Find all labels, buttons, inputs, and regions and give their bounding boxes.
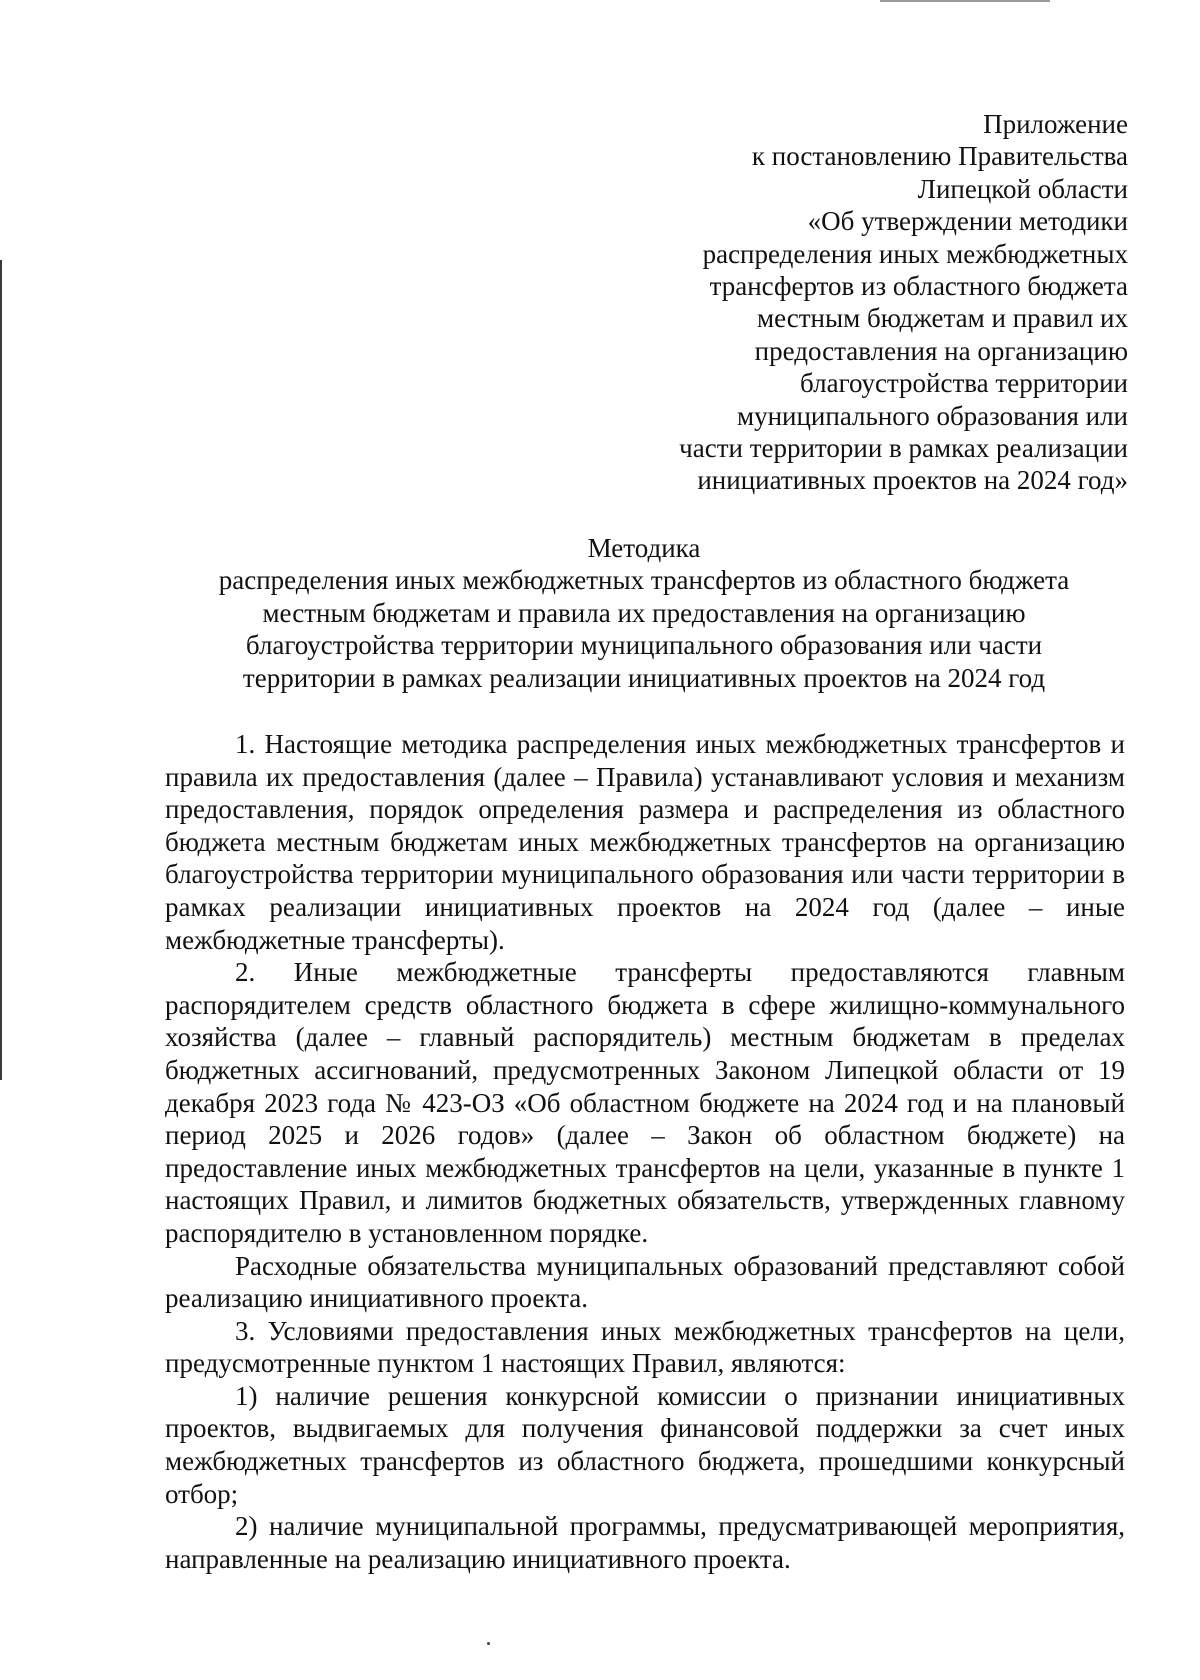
paragraph-1: 1. Настоящие методика распределения иных межбюджетных трансфертов и правила их предоставления (далее – Правила) устанавливают условия и механизм предоставления, порядок определения размера и распределения из областного бюджета местным бюджетам иных межбюджетных трансфертов на организацию благоустройства территории муниципального образования или части территории в рамках реализации инициативных проектов на 2024 год (далее – иные межбюджетные трансферты). bbox=[165, 729, 1125, 955]
title-heading: Методика bbox=[587, 533, 701, 563]
scan-artifact-top bbox=[880, 0, 1050, 2]
document-body bbox=[165, 728, 1125, 1575]
paragraph-3-item-2: 2) наличие муниципальной программы, предусматривающей мероприятия, направленные на реализацию инициативного проекта. bbox=[165, 1511, 1125, 1574]
document-title bbox=[160, 532, 1128, 694]
appendix-line: трансфертов из областного бюджета bbox=[709, 271, 1128, 302]
appendix-line: предоставления на организацию bbox=[754, 335, 1128, 366]
appendix-line: местным бюджетам и правил их bbox=[757, 303, 1128, 334]
title-line: территории в рамках реализации инициативных проектов на 2024 год bbox=[242, 662, 1046, 693]
title-line: местным бюджетам и правила их предоставления на организацию bbox=[262, 597, 1026, 628]
appendix-line: «Об утверждении методики bbox=[807, 206, 1128, 237]
paragraph-3-item-1: 1) наличие решения конкурсной комиссии о признании инициативных проектов, выдвигаемых для получения финансовой поддержки за счет иных межбюджетных трансфертов из областного бюджета, прошедшими конкурсный отбор; bbox=[165, 1380, 1125, 1509]
paragraph-2-note: Расходные обязательства муниципальных образований представляют собой реализацию инициативного проекта. bbox=[165, 1250, 1125, 1314]
appendix-line: к постановлению Правительства bbox=[751, 141, 1128, 172]
scan-artifact-left bbox=[0, 260, 2, 1080]
appendix-line: благоустройства территории bbox=[800, 368, 1128, 399]
title-line: благоустройства территории муниципального образования или части bbox=[245, 630, 1043, 661]
title-line: распределения иных межбюджетных трансфертов из областного бюджета bbox=[218, 565, 1070, 596]
paragraph-3: 3. Условиями предоставления иных межбюджетных трансфертов на цели, предусмотренные пунктом 1 настоящих Правил, являются: bbox=[165, 1315, 1125, 1379]
appendix-line: Приложение bbox=[983, 109, 1128, 139]
appendix-line: муниципального образования или bbox=[737, 400, 1128, 431]
scan-artifact-dot bbox=[487, 1642, 490, 1645]
appendix-line: инициативных проектов на 2024 год» bbox=[697, 465, 1128, 496]
paragraph-2: 2. Иные межбюджетные трансферты предоставляются главным распорядителем средств областного бюджета в сфере жилищно-коммунального хозяйства (далее – главный распорядитель) местным бюджетам в пределах бюджетных ассигнований, предусмотренных Законом Липецкой области от 19 декабря 2023 года № 423-ОЗ «Об областном бюджете на 2024 год и на плановый период 2025 и 2026 годов» (далее – Закон об областном бюджете) на предоставление иных межбюджетных трансфертов на цели, указанные в пункте 1 настоящих Правил, и лимитов бюджетных обязательств, утвержденных главному распорядителю в установленном порядке. bbox=[165, 957, 1125, 1248]
appendix-line: части территории в рамках реализации bbox=[679, 433, 1128, 464]
appendix-header bbox=[608, 108, 1128, 497]
appendix-line: распределения иных межбюджетных bbox=[702, 238, 1128, 269]
appendix-line: Липецкой области bbox=[917, 173, 1128, 204]
